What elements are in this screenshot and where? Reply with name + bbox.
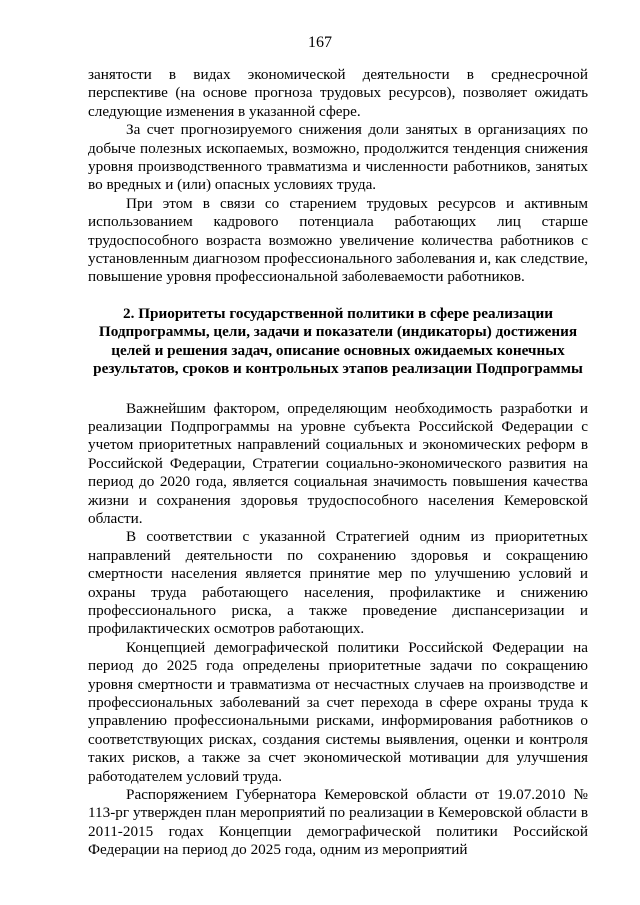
paragraph: При этом в связи со старением трудовых ресурсов и активным использованием кадрового потенциала работающих лиц старше трудоспособного возраста возможно увеличение количества работников с установленным диагнозом профессионального заболевания и, как следствие, повышение уровня профессиональной заболеваемости работников. <box>88 194 588 286</box>
paragraph: Важнейшим фактором, определяющим необходимость разработки и реализации Подпрограммы на уровне субъекта Российской Федерации с учетом приоритетных направлений социальных и экономических реформ в Российской Федерации, Стратегии социально-экономического развития на период до 2020 года, является социальная значимость повышения качества жизни и сохранения здоровья трудоспособного населения Кемеровской области. <box>88 399 588 527</box>
section-heading: 2. Приоритеты государственной политики в сфере реализации Подпрограммы, цели, задачи и показатели (индикаторы) достижения целей и решения задач, описание основных ожидаемых конечных результатов, сроков и контрольных этапов реализации Подпрограммы <box>93 304 583 378</box>
paragraph: За счет прогнозируемого снижения доли занятых в организациях по добыче полезных ископаемых, возможно, продолжится тенденция снижения уровня производственного травматизма и численности работников, занятых во вредных и (или) опасных условиях труда. <box>88 121 588 194</box>
paragraph: В соответствии с указанной Стратегией одним из приоритетных направлений деятельности по сохранению здоровья и сокращению смертности населения является принятие мер по улучшению условий и охраны труда работающего населения, профилактике и снижению профессионального риска, а также проведение диспансеризации и профилактических осмотров работающих. <box>88 528 588 638</box>
paragraph-continuation: занятости в видах экономической деятельности в среднесрочной перспективе (на основе прогноза трудовых ресурсов), позволяет ожидать следующие изменения в указанной сфере. <box>88 66 588 120</box>
page-number: 167 <box>308 34 332 51</box>
paragraph: Распоряжением Губернатора Кемеровской области от 19.07.2010 № 113-рг утвержден план мероприятий по реализации в Кемеровской области в 2011-2015 годах Концепции демографической политики Российской Федерации на период до 2025 года, одним из мероприятий <box>88 786 588 859</box>
page-content <box>88 66 588 860</box>
paragraph: Концепцией демографической политики Российской Федерации на период до 2025 года определены приоритетные задачи по сокращению уровня смертности и травматизма от несчастных случаев на производстве и профессиональных заболеваний за счет перехода в сфере охраны труда к управлению профессиональными рисками, информирования работников о соответствующих рисках, создания системы выявления, оценки и контроля таких рисков, а также за счет экономической мотивации для улучшения работодателем условий труда. <box>88 638 588 785</box>
